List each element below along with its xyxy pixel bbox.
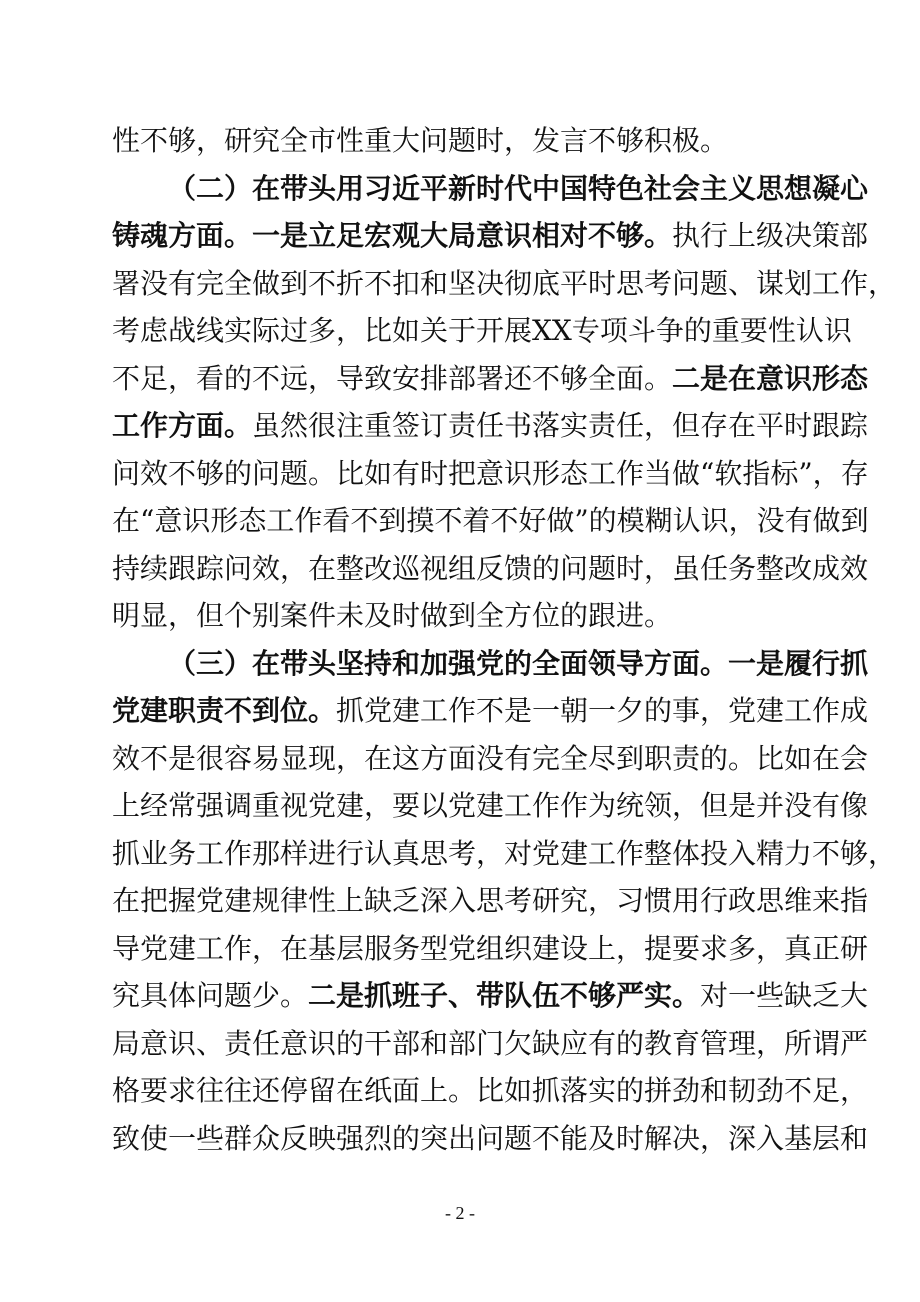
text-segment: 上经常强调重视党建，要以党建工作作为统领，但是并没有像 (112, 789, 869, 822)
text-segment: 署没有完全做到不折不扣和坚决彻底平时思考问题、谋划工作， (112, 266, 897, 300)
text-segment: 执行上级决策部 (672, 219, 869, 252)
text-line (112, 497, 869, 545)
text-line (112, 1067, 869, 1115)
text-line (112, 307, 852, 355)
bold-text-segment: 二是在意识形态 (672, 361, 869, 395)
text-segment: 在“意识形态工作看不到摸不着不好做”的模糊认识，没有做到 (112, 504, 869, 537)
text-line (112, 402, 869, 450)
text-line (112, 972, 869, 1020)
bold-text-segment: （二）在带头用习近平新时代中国特色社会主义思想凝心 (168, 171, 869, 205)
text-line (112, 640, 869, 688)
text-segment: 持续跟踪问效，在整改巡视组反馈的问题时，虽任务整改成效 (112, 551, 869, 585)
bold-text-segment: 工作方面。 (112, 409, 253, 442)
text-line (112, 545, 869, 593)
text-segment: 虽然很注重签订责任书落实责任，但存在平时跟踪 (252, 409, 869, 442)
text-segment: 格要求往往还停留在纸面上。比如抓落实的拼劲和韧劲不足， (112, 1074, 869, 1107)
text-segment: 致使一些群众反映强烈的突出问题不能及时解决，深入基层和 (112, 1121, 869, 1155)
text-line (112, 117, 812, 165)
text-line (112, 782, 869, 830)
text-segment: 明显，但个别案件未及时做到全方位的跟进。 (112, 599, 673, 632)
text-line (112, 212, 869, 260)
bold-text-segment: 铸魂方面。一是立足宏观大局意识相对不够。 (112, 219, 673, 252)
text-line (112, 877, 869, 925)
bold-text-segment: 党建职责不到位。 (112, 694, 337, 727)
text-line (112, 687, 869, 735)
page-number: - 2 - (445, 1203, 475, 1223)
text-segment: 性不够，研究全市性重大问题时，发言不够积极。 (112, 124, 729, 157)
text-segment: 究具体问题少。 (112, 979, 309, 1012)
text-segment: 考虑战线实际过多，比如关于开展XX专项斗争的重要性认识 (112, 314, 852, 347)
text-segment: 局意识、责任意识的干部和部门欠缺应有的教育管理，所谓严 (112, 1026, 869, 1060)
text-line (112, 260, 897, 308)
text-line (112, 450, 869, 498)
bold-text-segment: （三）在带头坚持和加强党的全面领导方面。一是履行抓 (168, 646, 869, 680)
text-segment: 不足，看的不远，导致安排部署还不够全面。 (112, 361, 673, 395)
text-line (112, 1020, 869, 1068)
text-line (112, 830, 897, 878)
text-line (112, 925, 869, 973)
text-segment: 效不是很容易显现，在这方面没有完全尽到职责的。比如在会 (112, 741, 869, 775)
text-segment: 导党建工作，在基层服务型党组织建设上，提要求多，真正研 (112, 931, 869, 965)
body-text (112, 117, 897, 1162)
text-segment: 对一些缺乏大 (700, 979, 869, 1012)
text-line (112, 165, 869, 213)
text-segment: 问效不够的问题。比如有时把意识形态工作当做“软指标”，存 (112, 456, 869, 490)
text-line (112, 355, 869, 403)
text-line (112, 1115, 869, 1163)
text-line (112, 592, 812, 640)
text-segment: 抓业务工作那样进行认真思考，对党建工作整体投入精力不够， (112, 836, 897, 870)
bold-text-segment: 二是抓班子、带队伍不够严实。 (308, 979, 701, 1012)
text-segment: 抓党建工作不是一朝一夕的事，党建工作成 (336, 694, 869, 727)
text-segment: 在把握党建规律性上缺乏深入思考研究，习惯用行政思维来指 (112, 884, 869, 917)
text-line (112, 735, 869, 783)
